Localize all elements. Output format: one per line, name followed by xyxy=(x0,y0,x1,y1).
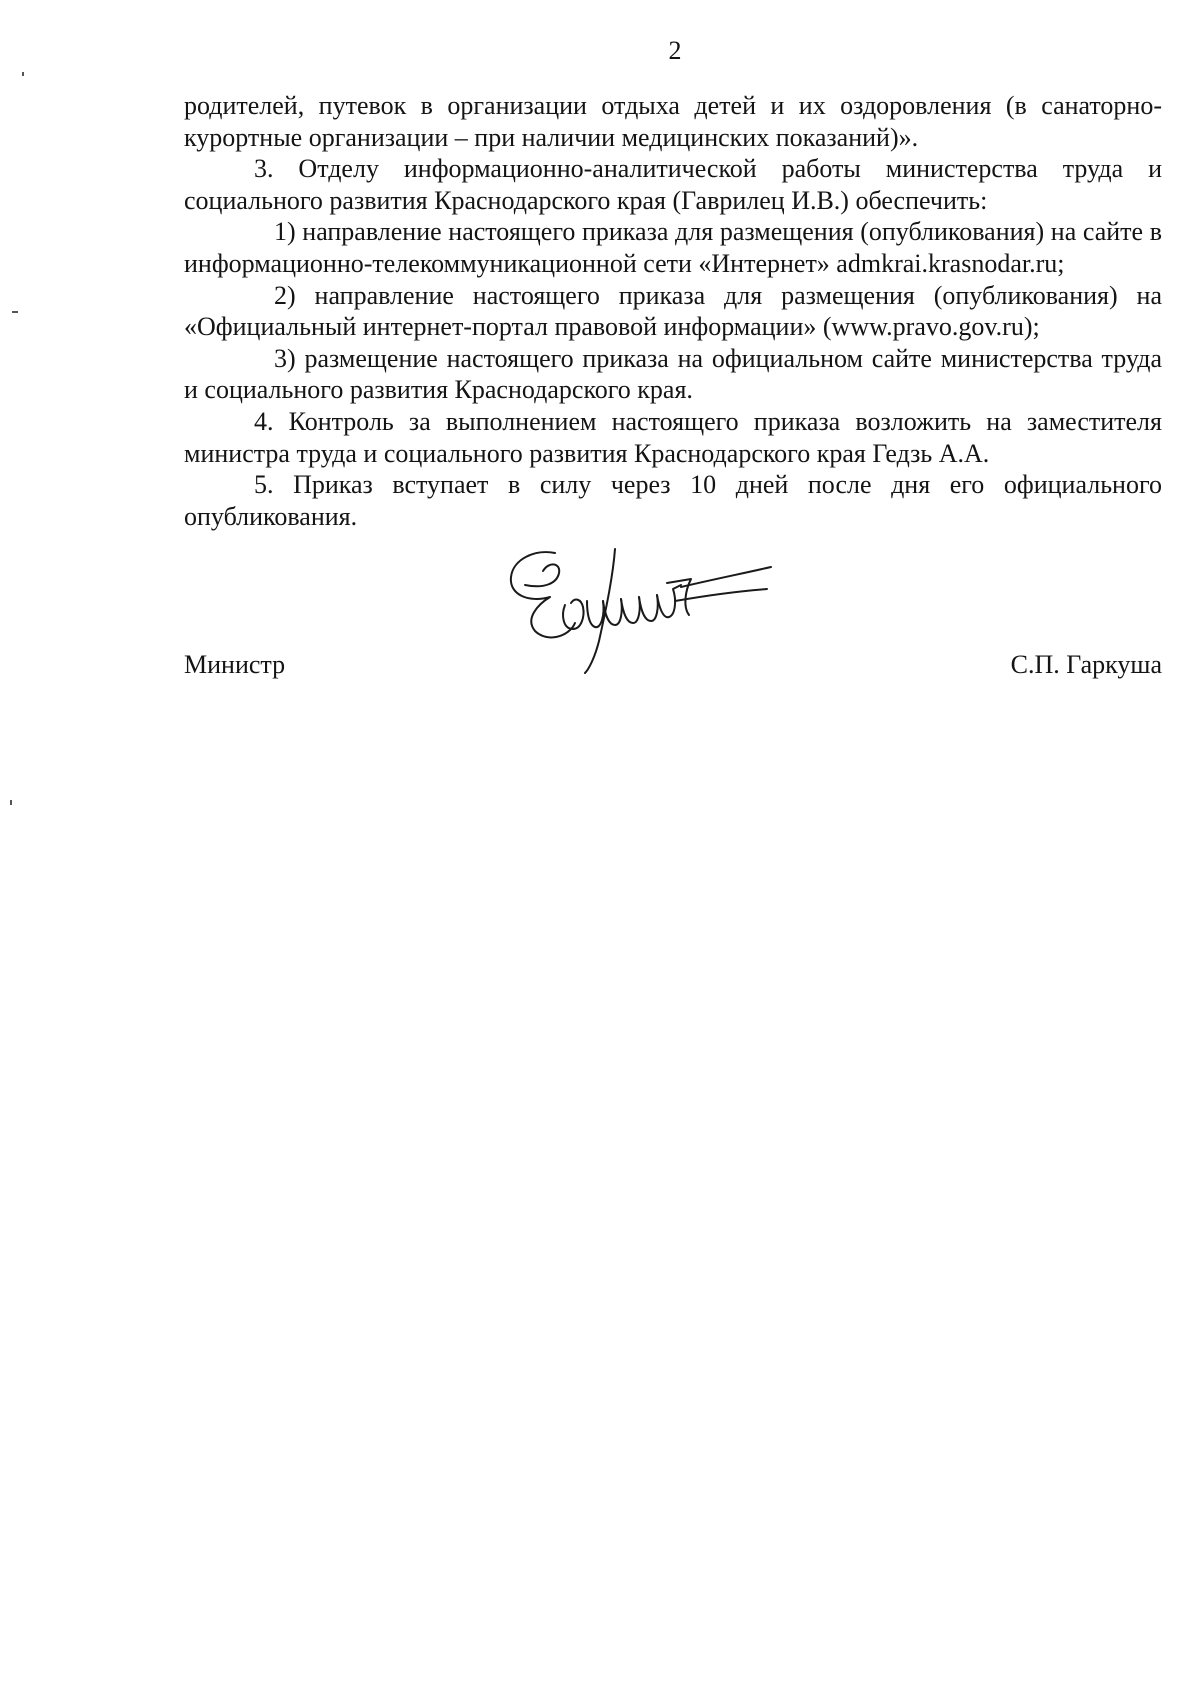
paragraph-item-5: 5. Приказ вступает в силу через 10 дней после дня его официального опубликования. xyxy=(184,470,1162,531)
paragraph-subitem-2: 2) направление настоящего приказа для размещения (опубликования) на «Официальный интернет-портал правовой информации» (www.pravo.gov.ru); xyxy=(184,280,1162,342)
paragraph-item-4: 4. Контроль за выполнением настоящего приказа возложить на заместителя министра труда и социального развития Краснодарского края Гедзь А.А. xyxy=(184,406,1162,468)
scan-mark xyxy=(22,72,24,76)
page-number: 2 xyxy=(668,36,682,65)
paragraph-item-3: 3. Отделу информационно-аналитической работы министерства труда и социального развития Краснодарского края (Гаврилец И.В.) обеспечить: xyxy=(184,154,1162,215)
paragraph-subitem-1: 1) направление настоящего приказа для размещения (опубликования) на сайте в информационно-телекоммуникационной сети «Интернет» admkrai.krasnodar.ru; xyxy=(184,217,1162,278)
handwritten-signature xyxy=(495,545,825,675)
scan-mark xyxy=(12,311,18,313)
paragraph-continuation: родителей, путевок в организации отдыха детей и их оздоровления (в санаторно-курортные организации – при наличии медицинских показаний)». xyxy=(184,91,1162,152)
document-body xyxy=(184,90,1162,532)
signatory-position: Министр xyxy=(184,650,286,679)
scan-mark xyxy=(10,800,12,805)
paragraph-subitem-3: 3) размещение настоящего приказа на официальном сайте министерства труда и социального развития Краснодарского края. xyxy=(184,343,1162,405)
signatory-name: С.П. Гаркуша xyxy=(1010,650,1162,679)
